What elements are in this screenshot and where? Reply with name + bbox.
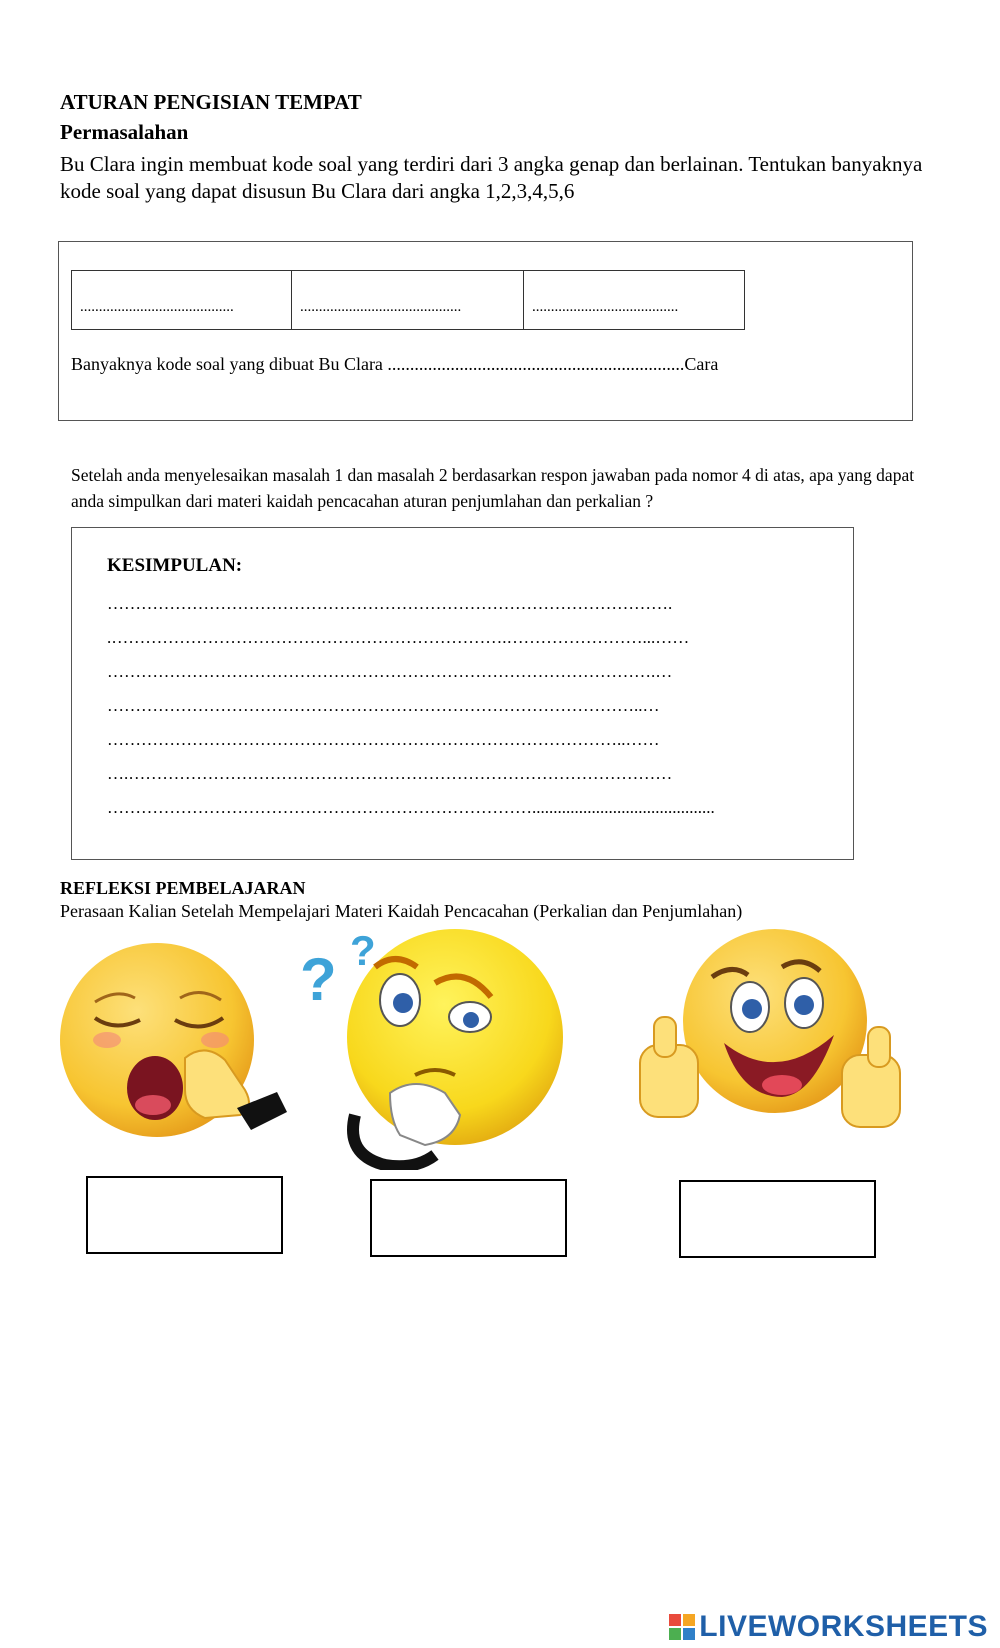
liveworksheets-logo-text: LIVEWORKSHEETS xyxy=(699,1610,988,1643)
reflection-subtitle: Perasaan Kalian Setelah Mempelajari Materi Kaidah Pencacahan (Perkalian dan Penjumlahan) xyxy=(60,901,743,921)
liveworksheets-logo xyxy=(669,1610,988,1644)
digit-slot-2[interactable] xyxy=(291,271,523,329)
page-title: ATURAN PENGISIAN TEMPAT xyxy=(60,90,362,114)
answer-panel xyxy=(58,241,913,421)
conclusion-title: KESIMPULAN: xyxy=(107,555,243,576)
digit-slot-2-value: ........................................... xyxy=(300,299,462,315)
reflection-title: REFLEKSI PEMBELAJARAN xyxy=(60,878,306,898)
conclusion-line-3[interactable]: …………………………………………………………………………………….… xyxy=(107,662,673,681)
reflection-answer-box-2[interactable] xyxy=(370,1179,567,1257)
conclusion-line-6[interactable]: ….…………………………………………………………………………………… xyxy=(107,764,673,783)
conclusion-line-7[interactable]: …………………………………………………………………........................................... xyxy=(107,798,715,817)
section-subtitle: Permasalahan xyxy=(60,120,189,144)
digit-slot-1-value: ......................................... xyxy=(80,299,234,315)
reflection-answer-box-1[interactable] xyxy=(86,1176,283,1254)
conclusion-line-5[interactable]: ………………………………………………………………………………..…… xyxy=(107,730,660,749)
svg-text:?: ? xyxy=(300,946,337,1013)
digit-slots xyxy=(71,270,745,330)
digit-slot-3[interactable] xyxy=(523,271,744,329)
happy-thumbs-up-emoji-icon xyxy=(632,925,912,1155)
digit-slot-3-value: ....................................... xyxy=(532,299,679,315)
sleepy-yawn-emoji-icon xyxy=(55,940,295,1140)
conclusion-line-1[interactable]: ………………………………………………………………………………………. xyxy=(107,594,673,613)
conclusion-question: Setelah anda menyelesaikan masalah 1 dan masalah 2 berdasarkan respon jawaban pada nomor 4 di atas, apa yang dapat anda simpulkan dari materi kaidah pencacahan aturan penjumlahan dan perkalian ? xyxy=(71,465,915,511)
thinking-emoji-icon xyxy=(295,925,570,1170)
answer-line[interactable]: Banyaknya kode soal yang dibuat Bu Clara ..................................................................Cara xyxy=(71,354,719,374)
conclusion-line-4[interactable]: …………………………………………………………………………………..… xyxy=(107,696,660,715)
digit-slot-1[interactable] xyxy=(72,271,291,329)
reflection-answer-box-3[interactable] xyxy=(679,1180,876,1258)
problem-text: Bu Clara ingin membuat kode soal yang terdiri dari 3 angka genap dan berlainan. Tentukan banyaknya kode soal yang dapat disusun Bu Clara dari angka 1,2,3,4,5,6 xyxy=(60,152,923,203)
svg-text:?: ? xyxy=(350,927,376,974)
liveworksheets-logo-icon xyxy=(669,1614,695,1640)
conclusion-line-2[interactable]: .…………………………………………………………….……………………...…… xyxy=(107,628,690,647)
